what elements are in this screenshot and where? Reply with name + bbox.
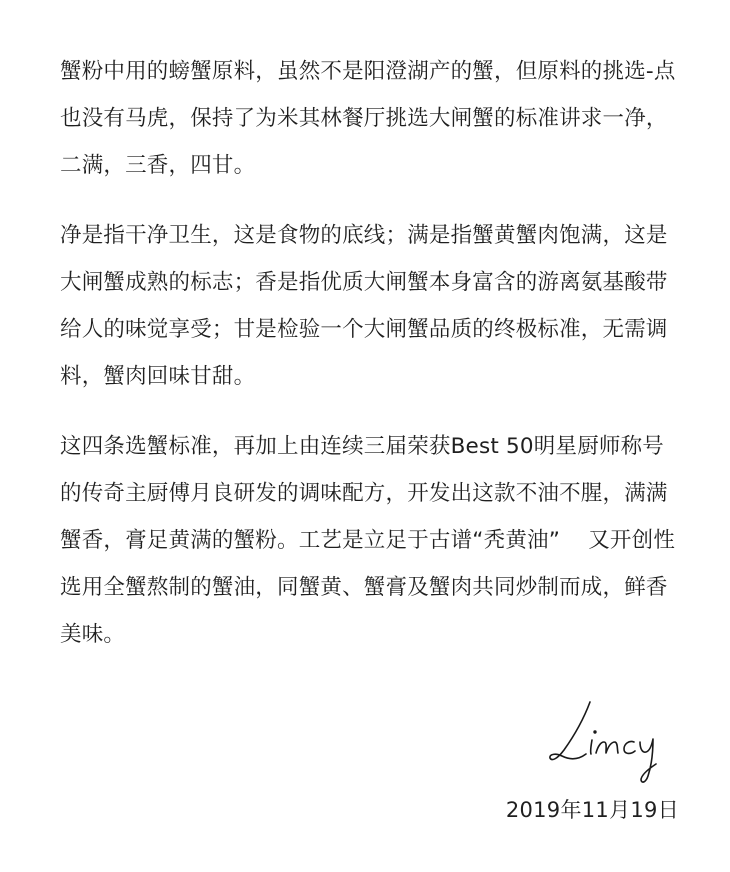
- paragraph-3: 这四条选蟹标准，再加上由连续三届荣获Best 50明星厨师称号的传奇主厨傅月良研发的调味配方，开发出这款不油不腥，满满蟹香，膏足黄满的蟹粉。工艺是立足于古谱“秃黄油” 又开创性选用全蟹熬制的蟹油，同蟹黄、蟹膏及蟹肉共同炒制而成，鲜香美味。: [60, 434, 676, 647]
- signature-date: 2019年11月19日: [505, 798, 679, 822]
- paragraph-1: 蟹粉中用的螃蟹原料，虽然不是阳澄湖产的蟹，但原料的挑选-点也没有马虎，保持了为米其林餐厅挑选大闸蟹的标准讲求一净，二满，三香，四甘。: [60, 59, 676, 178]
- paragraph-2: 净是指干净卫生，这是食物的底线；满是指蟹黄蟹肉饱满，这是大闸蟹成熟的标志；香是指优质大闸蟹本身富含的游离氨基酸带给人的味觉享受；甘是检验一个大闸蟹品质的终极标准，无需调料，蟹肉回味甘甜。: [60, 223, 668, 389]
- handwritten-signature: [544, 696, 694, 788]
- article-body: [60, 48, 680, 658]
